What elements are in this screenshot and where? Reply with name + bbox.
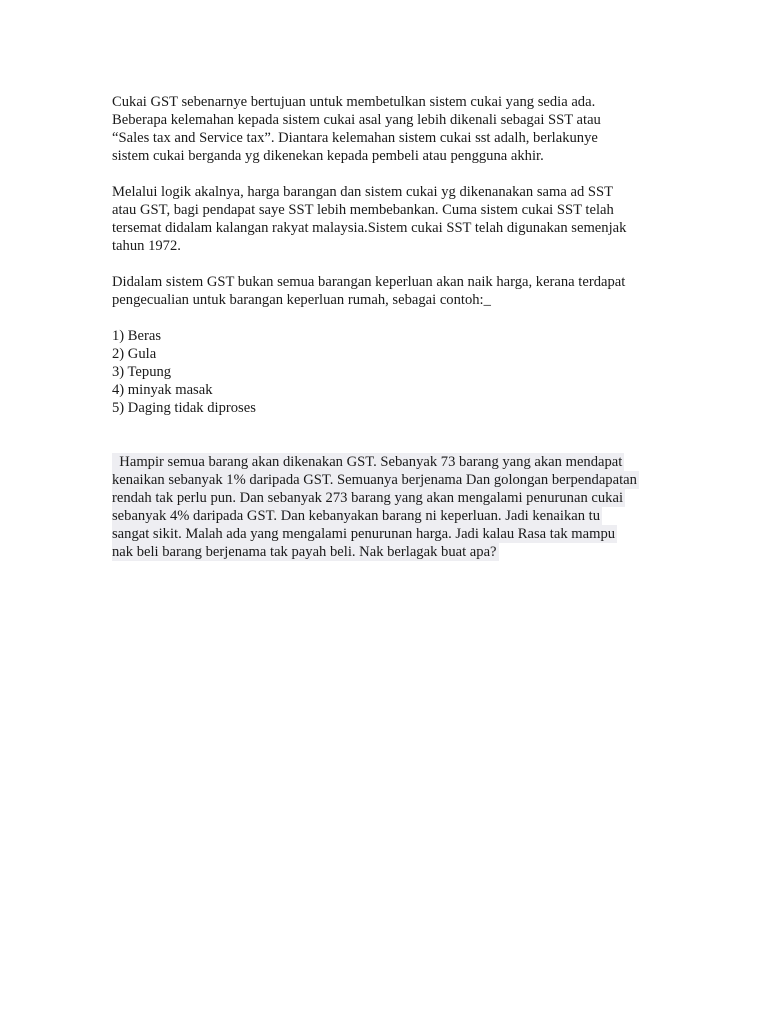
text-line: pengecualian untuk barangan keperluan rumah, sebagai contoh:_ [112, 292, 491, 308]
highlighted-line [112, 507, 672, 525]
highlight-text: sebanyak 4% daripada GST. Dan kebanyakan barang ni keperluan. Jadi kenaikan tu [112, 508, 601, 524]
paragraph-spacer [112, 309, 672, 327]
highlighted-line [112, 525, 672, 543]
exempt-items-list [112, 327, 672, 417]
paragraph-sst-comparison [112, 183, 672, 255]
highlighted-line [112, 453, 672, 471]
text-line: sistem cukai berganda yg dikenekan kepada pembeli atau pengguna akhir. [112, 148, 544, 164]
highlighted-line [112, 471, 672, 489]
text-line: “Sales tax and Service tax”. Diantara kelemahan sistem cukai sst adalh, berlakunye [112, 130, 598, 146]
highlight-text: kenaikan sebanyak 1% daripada GST. Semuanya berjenama Dan golongan berpendapatan [112, 472, 637, 488]
text-line: Beberapa kelemahan kepada sistem cukai asal yang lebih dikenali sebagai SST atau [112, 112, 601, 128]
text-line: tahun 1972. [112, 238, 181, 254]
text-line: Didalam sistem GST bukan semua barangan keperluan akan naik harga, kerana terdapat [112, 274, 626, 290]
paragraph-spacer [112, 165, 672, 183]
list-item: 2) Gula [112, 346, 157, 362]
highlighted-line [112, 543, 672, 561]
list-item: 5) Daging tidak diproses [112, 400, 256, 416]
highlight-text: Hampir semua barang akan dikenakan GST. Sebanyak 73 barang yang akan mendapat [112, 454, 623, 470]
highlighted-line [112, 489, 672, 507]
list-item: 4) minyak masak [112, 382, 213, 398]
list-item: 1) Beras [112, 328, 162, 344]
paragraph-spacer [112, 255, 672, 273]
paragraph-gst-purpose [112, 93, 672, 165]
text-line: atau GST, bagi pendapat saye SST lebih membebankan. Cuma sistem cukai SST telah [112, 202, 614, 218]
highlight-text: rendah tak perlu pun. Dan sebanyak 273 barang yang akan mengalami penurunan cukai [112, 490, 624, 506]
highlight-text: nak beli barang berjenama tak payah beli. Nak berlagak buat apa? [112, 544, 497, 560]
document-body [112, 93, 672, 561]
text-line: tersemat didalam kalangan rakyat malaysia.Sistem cukai SST telah digunakan semenjak [112, 220, 627, 236]
text-line: Cukai GST sebenarnye bertujuan untuk membetulkan sistem cukai yang sedia ada. [112, 94, 596, 110]
highlighted-paragraph [112, 453, 672, 561]
highlight-text: sangat sikit. Malah ada yang mengalami penurunan harga. Jadi kalau Rasa tak mampu [112, 526, 616, 542]
list-item: 3) Tepung [112, 364, 172, 380]
paragraph-exemptions [112, 273, 672, 309]
text-line: Melalui logik akalnya, harga barangan dan sistem cukai yg dikenanakan sama ad SST [112, 184, 614, 200]
